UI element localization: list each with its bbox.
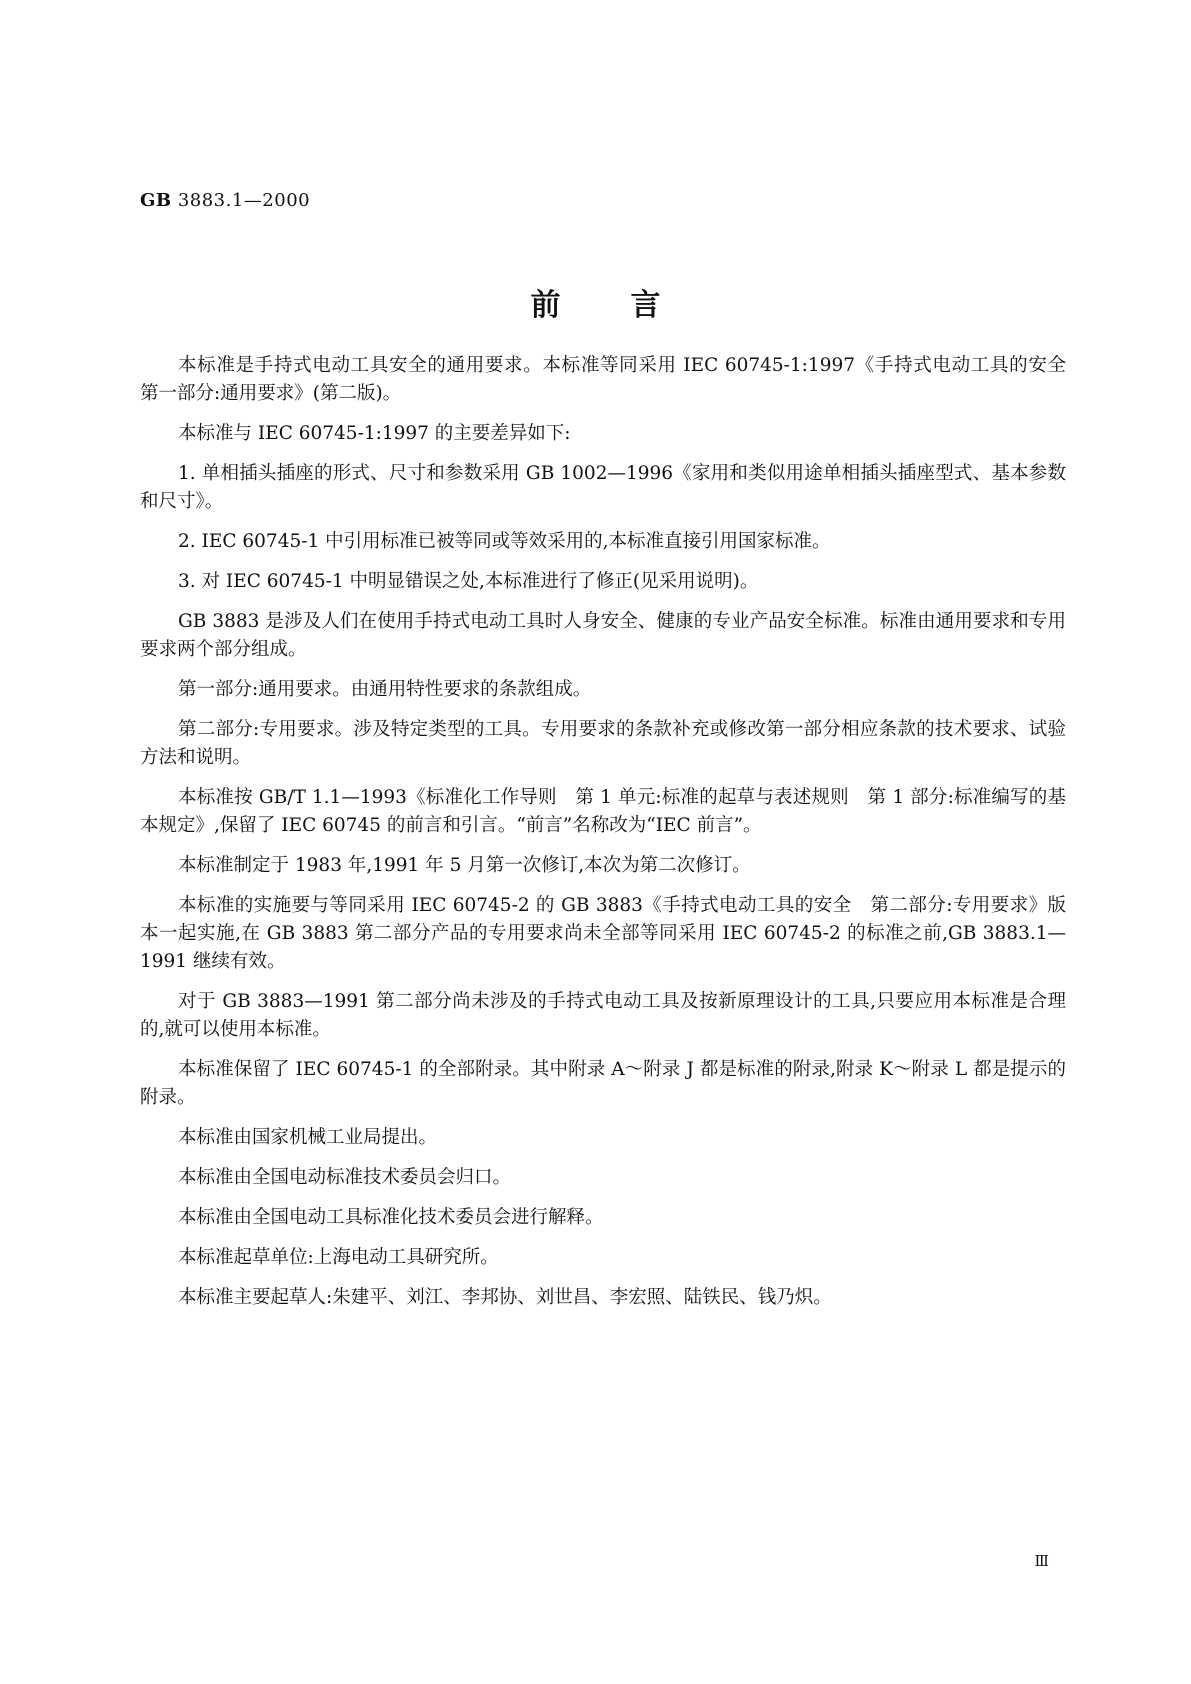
paragraph: 本标准按 GB/T 1.1—1993《标准化工作导则 第 1 单元:标准的起草与表述规则 第 1 部分:标准编写的基本规定》,保留了 IEC 60745 的前言和引言。“前言”名称改为“IEC 前言”。 <box>140 787 1066 836</box>
paragraph: 第二部分:专用要求。涉及特定类型的工具。专用要求的条款补充或修改第一部分相应条款的技术要求、试验方法和说明。 <box>140 719 1066 768</box>
page-number: Ⅲ <box>1034 1552 1049 1570</box>
body-text <box>140 352 1085 1324</box>
paragraph: 本标准是手持式电动工具安全的通用要求。本标准等同采用 IEC 60745-1:1997《手持式电动工具的安全 第一部分:通用要求》(第二版)。 <box>140 355 1085 404</box>
paragraph: 本标准由全国电动工具标准化技术委员会进行解释。 <box>178 1207 604 1228</box>
paragraph: 第一部分:通用要求。由通用特性要求的条款组成。 <box>178 679 592 700</box>
paragraph: 对于 GB 3883—1991 第二部分尚未涉及的手持式电动工具及按新原理设计的工具,只要应用本标准是合理的,就可以使用本标准。 <box>140 991 1066 1040</box>
standard-code-prefix: GB <box>140 190 172 211</box>
paragraph: GB 3883 是涉及人们在使用手持式电动工具时人身安全、健康的专业产品安全标准。标准由通用要求和专用要求两个部分组成。 <box>140 611 1066 660</box>
standard-code <box>140 190 310 211</box>
standard-code-number: 3883.1—2000 <box>177 190 311 211</box>
paragraph: 本标准由全国电动标准技术委员会归口。 <box>178 1167 512 1188</box>
paragraph: 本标准制定于 1983 年,1991 年 5 月第一次修订,本次为第二次修订。 <box>178 855 751 876</box>
paragraph: 本标准主要起草人:朱建平、刘江、李邦协、刘世昌、李宏照、陆铁民、钱乃炽。 <box>178 1287 832 1308</box>
paragraph: 本标准与 IEC 60745-1:1997 的主要差异如下: <box>178 423 571 444</box>
paragraph: 本标准保留了 IEC 60745-1 的全部附录。其中附录 A～附录 J 都是标准的附录,附录 K～附录 L 都是提示的附录。 <box>140 1059 1066 1108</box>
paragraph: 1. 单相插头插座的形式、尺寸和参数采用 GB 1002—1996《家用和类似用途单相插头插座型式、基本参数和尺寸》。 <box>140 463 1066 512</box>
paragraph: 本标准由国家机械工业局提出。 <box>178 1127 438 1148</box>
paragraph: 2. IEC 60745-1 中引用标准已被等同或等效采用的,本标准直接引用国家标准。 <box>178 531 831 552</box>
paragraph: 3. 对 IEC 60745-1 中明显错误之处,本标准进行了修正(见采用说明)。 <box>178 571 759 592</box>
paragraph: 本标准的实施要与等同采用 IEC 60745-2 的 GB 3883《手持式电动工具的安全 第二部分:专用要求》版本一起实施,在 GB 3883 第二部分产品的专用要求尚未全部等同采用 IEC 60745-2 的标准之前,GB 3883.1—1991 继续有效。 <box>140 895 1066 972</box>
paragraph: 本标准起草单位:上海电动工具研究所。 <box>178 1247 499 1268</box>
page-title: 前言 <box>530 288 731 323</box>
